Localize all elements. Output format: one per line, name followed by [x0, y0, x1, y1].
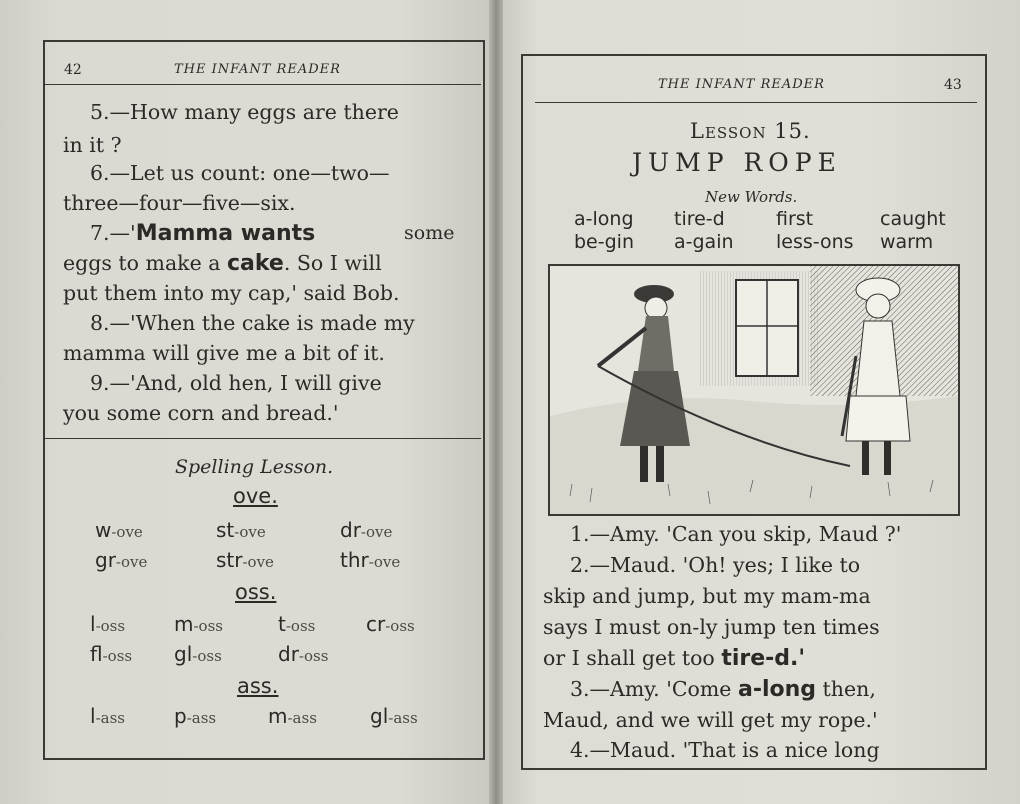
lesson-title: JUMP ROPE — [632, 148, 842, 177]
new-words-label: New Words. — [705, 188, 798, 206]
left-line-7: put them into my cap,' said Bob. — [63, 281, 400, 305]
line-then: then, — [822, 677, 876, 701]
lesson-number: Lesson 15. — [690, 119, 811, 143]
left-running-head: THE INFANT READER — [174, 62, 341, 77]
jump-rope-illustration — [548, 264, 960, 516]
left-head-rule — [45, 84, 481, 85]
word-grove: gr-ove — [95, 548, 148, 572]
spelling-title: Spelling Lesson. — [175, 456, 334, 478]
new-word-again: a-gain — [674, 231, 734, 253]
left-line-5 — [90, 218, 315, 249]
emph-tired: tire-d.' — [721, 646, 806, 671]
word-wove: w-ove — [95, 518, 143, 542]
left-line-4: three—four—five—six. — [63, 191, 296, 215]
left-line-2: in it ? — [63, 133, 122, 157]
new-word-first: first — [776, 208, 814, 230]
word-gloss: gl-oss — [174, 642, 222, 666]
girls-skipping-engraving — [550, 266, 958, 514]
right-line-5 — [543, 643, 805, 674]
left-page-number: 42 — [64, 62, 82, 78]
line7-prefix: 7.—' — [90, 221, 136, 245]
right-page-number: 43 — [944, 77, 962, 93]
left-line-9: mamma will give me a bit of it. — [63, 341, 385, 365]
new-word-warm: warm — [880, 231, 934, 253]
word-pass: p-ass — [174, 704, 217, 728]
heading-ove: ove. — [233, 484, 278, 508]
left-section-rule — [45, 438, 481, 439]
left-line-11: you some corn and bread.' — [63, 401, 339, 425]
right-line-8: 4.—Maud. 'That is a nice long — [570, 738, 880, 762]
word-toss: t-oss — [278, 612, 316, 636]
left-line-10: 9.—'And, old hen, I will give — [90, 371, 382, 395]
right-line-1: 1.—Amy. 'Can you skip, Maud ?' — [570, 522, 902, 546]
left-line-3: 6.—Let us count: one—two— — [90, 161, 390, 185]
right-line-7: Maud, and we will get my rope.' — [543, 708, 878, 732]
left-line-6 — [63, 248, 382, 279]
word-cross: cr-oss — [366, 612, 415, 636]
word-floss: fl-oss — [90, 642, 133, 666]
new-word-caught: caught — [880, 208, 946, 230]
right-running-head: THE INFANT READER — [658, 77, 825, 92]
word-lass: l-ass — [90, 704, 125, 728]
line-come: 3.—Amy. 'Come — [570, 677, 732, 701]
emph-mamma-wants: Mamma wants — [135, 221, 316, 246]
right-line-6 — [570, 674, 876, 705]
word-dross: dr-oss — [278, 642, 329, 666]
emph-cake: cake — [227, 251, 284, 276]
left-line-5-end: some — [404, 222, 455, 244]
word-glass: gl-ass — [370, 704, 418, 728]
line8-text: eggs to make a — [63, 251, 221, 275]
new-word-along: a-long — [574, 208, 634, 230]
new-word-lessons: less-ons — [776, 231, 854, 253]
emph-along: a-long — [737, 677, 817, 702]
word-strove: str-ove — [216, 548, 274, 572]
right-line-3: skip and jump, but my mam-ma — [543, 584, 871, 608]
heading-ass: ass. — [237, 674, 279, 698]
line8-end: . So I will — [283, 251, 382, 275]
right-head-rule — [535, 102, 977, 103]
new-word-tired: tire-d — [674, 208, 725, 230]
word-throve: thr-ove — [340, 548, 401, 572]
word-stove: st-ove — [216, 518, 266, 542]
word-moss: m-oss — [174, 612, 223, 636]
left-line-8: 8.—'When the cake is made my — [90, 311, 415, 335]
left-line-1: 5.—How many eggs are there — [90, 100, 399, 124]
word-mass: m-ass — [268, 704, 317, 728]
new-word-begin: be-gin — [574, 231, 634, 253]
book-spine — [489, 0, 503, 804]
right-line-4: says I must on-ly jump ten times — [543, 615, 880, 639]
line-too: or I shall get too — [543, 646, 715, 670]
word-loss: l-oss — [90, 612, 126, 636]
heading-oss: oss. — [235, 580, 277, 604]
word-drove: dr-ove — [340, 518, 393, 542]
right-line-2: 2.—Maud. 'Oh! yes; I like to — [570, 553, 861, 577]
